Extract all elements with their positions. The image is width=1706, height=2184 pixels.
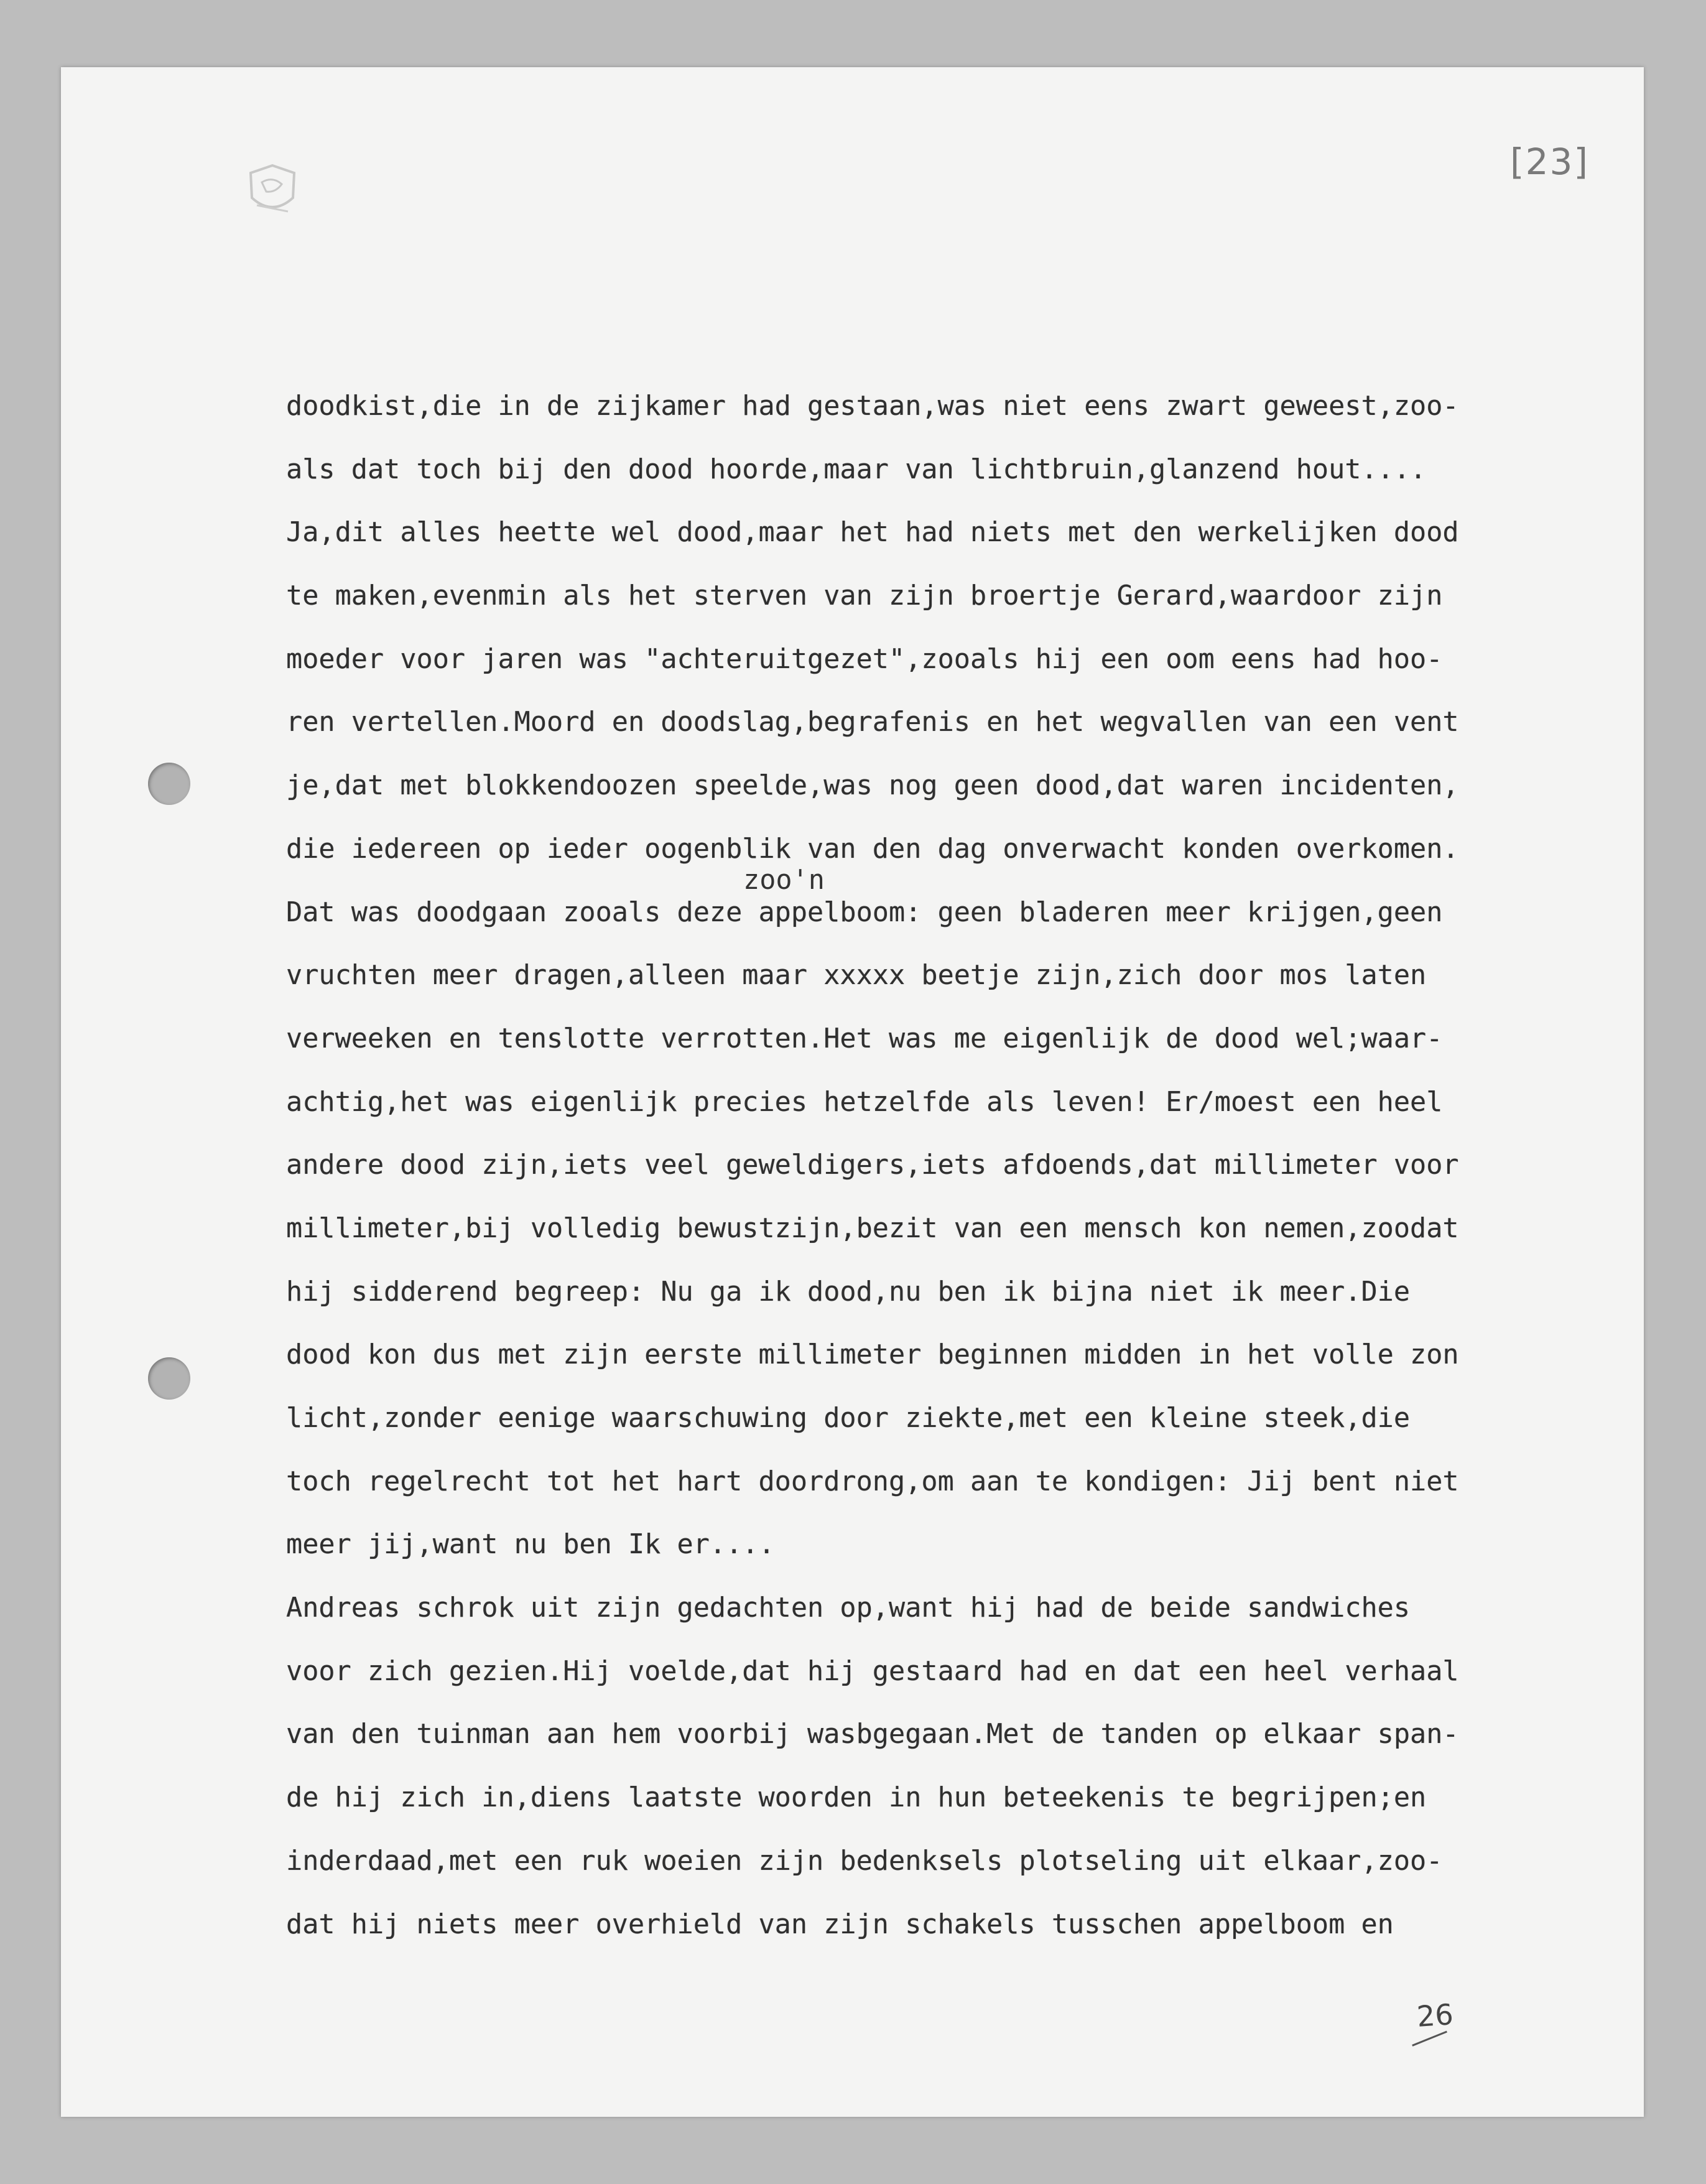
- folio-number: 26: [1416, 1997, 1455, 2033]
- text-line: millimeter,bij volledig bewustzijn,bezit van een mensch kon nemen,zoodat: [286, 1212, 1459, 1244]
- text-line: van den tuinman aan hem voorbij wasbgegaan.Met de tanden op elkaar span-: [286, 1719, 1459, 1750]
- text-line: Andreas schrok uit zijn gedachten op,want hij had de beide sandwiches: [286, 1592, 1411, 1624]
- text-line: Dat was doodgaan zooals deze appelboom: geen bladeren meer krijgen,geen: [286, 896, 1443, 928]
- text-line: de hij zich in,diens laatste woorden in hun beteekenis te begrijpen;en: [286, 1782, 1427, 1814]
- text-line: hij sidderend begreep: Nu ga ik dood,nu ben ik bijna niet ik meer.Die: [286, 1276, 1411, 1308]
- text-line: doodkist,die in de zijkamer had gestaan,was niet eens zwart geweest,zoo-: [286, 391, 1459, 422]
- page-number-label: [23]: [1510, 141, 1590, 183]
- text-line: voor zich gezien.Hij voelde,dat hij gestaard had en dat een heel verhaal: [286, 1655, 1459, 1687]
- text-line: licht,zonder eenige waarschuwing door ziekte,met een kleine steek,die: [286, 1403, 1411, 1434]
- text-line: je,dat met blokkendoozen speelde,was nog geen dood,dat waren incidenten,: [286, 770, 1459, 802]
- text-line: te maken,evenmin als het sterven van zijn broertje Gerard,waardoor zijn: [286, 580, 1443, 612]
- text-line: ren vertellen.Moord en doodslag,begrafenis en het wegvallen van een vent: [286, 707, 1459, 738]
- text-line: toch regelrecht tot het hart doordrong,om aan te kondigen: Jij bent niet: [286, 1466, 1459, 1497]
- text-line: verweeken en tenslotte verrotten.Het was me eigenlijk de dood wel;waar-: [286, 1023, 1443, 1054]
- text-line: dat hij niets meer overhield van zijn schakels tusschen appelboom en: [286, 1908, 1394, 1940]
- handwritten-insertion: zoo'n: [743, 865, 825, 896]
- text-line: andere dood zijn,iets veel geweldigers,iets afdoends,dat millimeter voor: [286, 1150, 1459, 1181]
- archive-stamp-icon: [238, 154, 307, 223]
- text-line: dood kon dus met zijn eerste millimeter beginnen midden in het volle zon: [286, 1339, 1459, 1371]
- text-line: als dat toch bij den dood hoorde,maar van lichtbruin,glanzend hout....: [286, 453, 1427, 485]
- punch-hole-lower: [148, 1357, 190, 1400]
- text-line: inderdaad,met een ruk woeien zijn bedenksels plotseling uit elkaar,zoo-: [286, 1845, 1443, 1877]
- text-line: moeder voor jaren was "achteruitgezet",zooals hij een oom eens had hoo-: [286, 643, 1443, 675]
- typed-text-block: [286, 384, 1644, 1966]
- text-line: die iedereen op ieder oogenblik van den dag onverwacht konden overkomen.: [286, 833, 1459, 865]
- punch-hole-upper: [148, 763, 190, 805]
- text-line: meer jij,want nu ben Ik er....: [286, 1529, 775, 1561]
- text-line: Ja,dit alles heette wel dood,maar het had niets met den werkelijken dood: [286, 517, 1459, 549]
- typed-page: [61, 67, 1644, 2117]
- text-line: achtig,het was eigenlijk precies hetzelfde als leven! Er/moest een heel: [286, 1086, 1443, 1118]
- text-line: vruchten meer dragen,alleen maar xxxxx beetje zijn,zich door mos laten: [286, 960, 1427, 992]
